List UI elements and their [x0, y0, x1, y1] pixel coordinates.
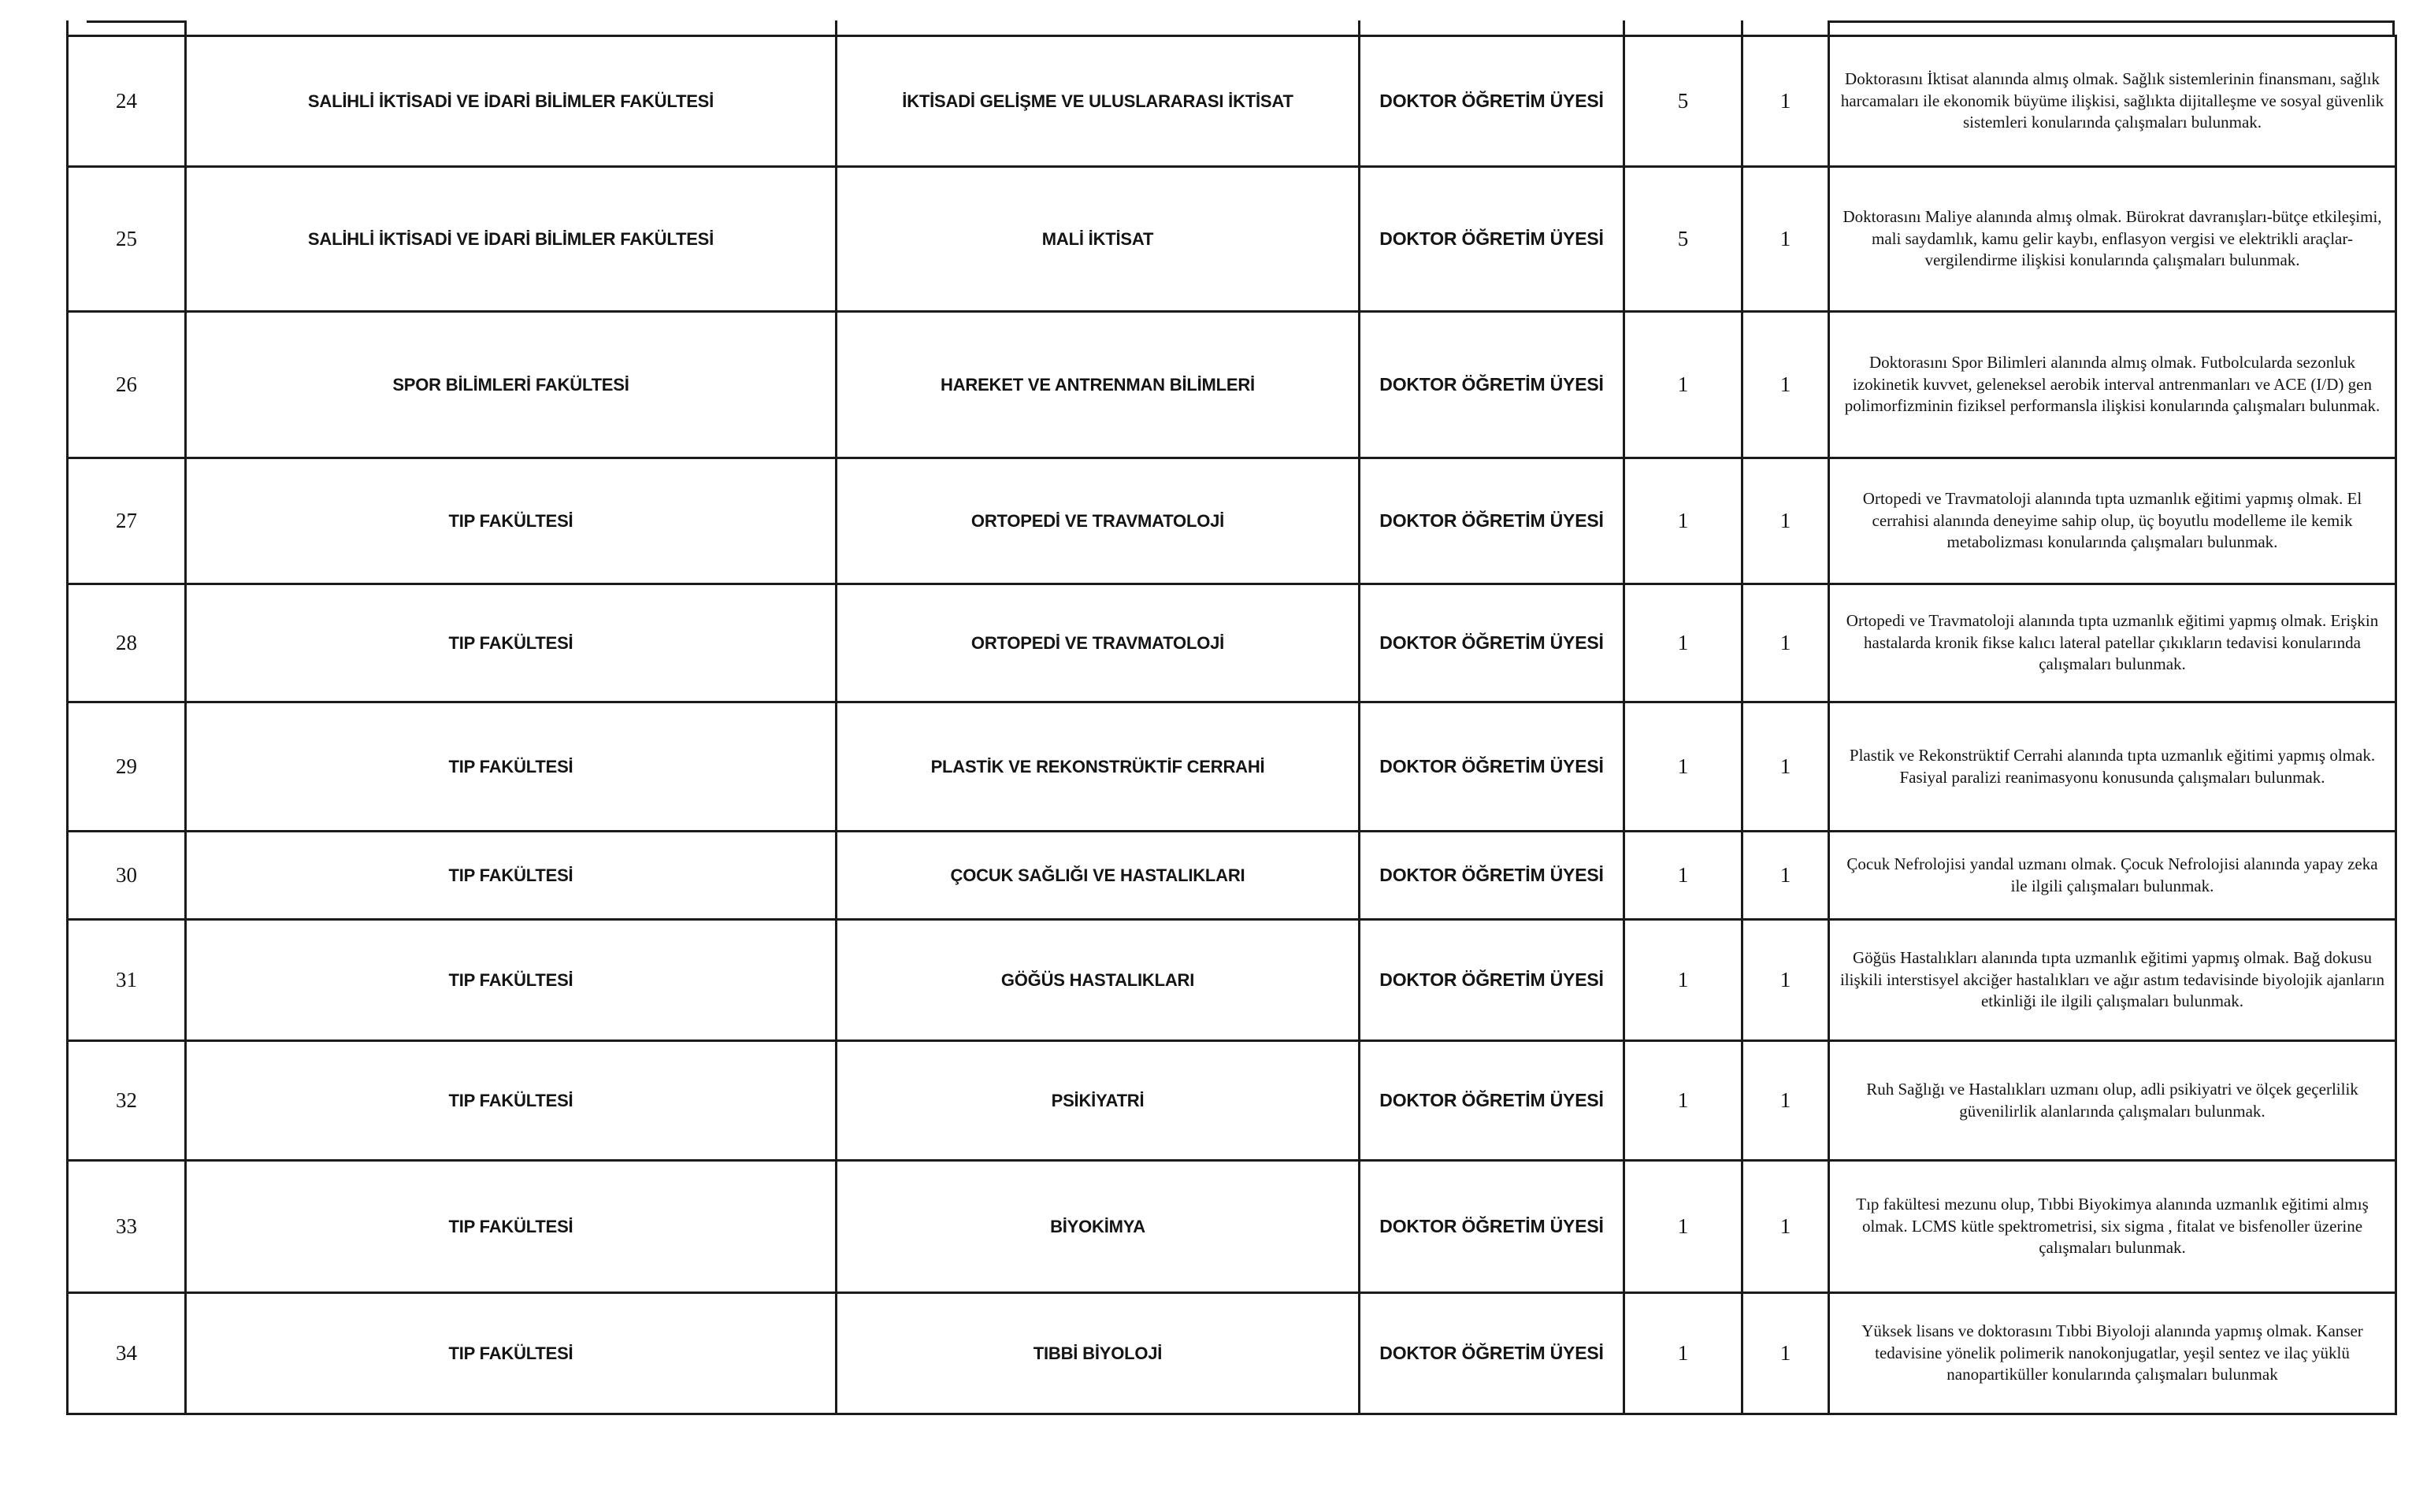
row-number-cell: 27 — [68, 458, 186, 584]
department-cell: ORTOPEDİ VE TRAVMATOLOJİ — [837, 458, 1360, 584]
position-title-cell: DOKTOR ÖĞRETİM ÜYESİ — [1360, 458, 1624, 584]
row-number-cell: 31 — [68, 920, 186, 1041]
degree-cell: 1 — [1624, 832, 1742, 920]
table-row — [68, 1041, 2396, 1161]
department-cell: İKTİSADİ GELİŞME VE ULUSLARARASI İKTİSAT — [837, 36, 1360, 167]
scan-crop-line — [66, 20, 69, 35]
scan-crop-line — [835, 20, 837, 35]
position-title-cell: DOKTOR ÖĞRETİM ÜYESİ — [1360, 1161, 1624, 1293]
faculty-cell: TIP FAKÜLTESİ — [186, 458, 837, 584]
table-row — [68, 1161, 2396, 1293]
faculty-cell: TIP FAKÜLTESİ — [186, 832, 837, 920]
row-number-cell: 29 — [68, 702, 186, 832]
department-cell: PLASTİK VE REKONSTRÜKTİF CERRAHİ — [837, 702, 1360, 832]
faculty-cell: TIP FAKÜLTESİ — [186, 702, 837, 832]
position-title-cell: DOKTOR ÖĞRETİM ÜYESİ — [1360, 36, 1624, 167]
degree-cell: 1 — [1624, 584, 1742, 702]
table-row — [68, 702, 2396, 832]
table-row — [68, 832, 2396, 920]
quota-cell: 1 — [1742, 312, 1829, 458]
faculty-cell: TIP FAKÜLTESİ — [186, 1293, 837, 1414]
faculty-cell: SPOR BİLİMLERİ FAKÜLTESİ — [186, 312, 837, 458]
job-postings-table — [66, 35, 2397, 1415]
row-number-cell: 32 — [68, 1041, 186, 1161]
table-row — [68, 584, 2396, 702]
table-row — [68, 167, 2396, 312]
faculty-cell: TIP FAKÜLTESİ — [186, 1161, 837, 1293]
description-cell: Plastik ve Rekonstrüktif Cerrahi alanında tıpta uzmanlık eğitimi yapmış olmak. Fasiyal paralizi reanimasyonu konusunda çalışmaları bulunmak. — [1829, 702, 2396, 832]
degree-cell: 1 — [1624, 702, 1742, 832]
position-title-cell: DOKTOR ÖĞRETİM ÜYESİ — [1360, 584, 1624, 702]
scan-crop-line — [1828, 20, 2395, 23]
position-title-cell: DOKTOR ÖĞRETİM ÜYESİ — [1360, 702, 1624, 832]
row-number-cell: 25 — [68, 167, 186, 312]
department-cell: PSİKİYATRİ — [837, 1041, 1360, 1161]
description-cell: Tıp fakültesi mezunu olup, Tıbbi Biyokimya alanında uzmanlık eğitimi almış olmak. LCMS kütle spektrometrisi, six sigma , fitalat ve bisfenoller üzerine çalışmaları bulunmak. — [1829, 1161, 2396, 1293]
description-cell: Yüksek lisans ve doktorasını Tıbbi Biyoloji alanında yapmış olmak. Kanser tedavisine yönelik polimerik nanokonjugatlar, yeşil sentez ve ilaç yüklü nanopartiküller konularında çalışmaları bulunmak — [1829, 1293, 2396, 1414]
position-title-cell: DOKTOR ÖĞRETİM ÜYESİ — [1360, 1041, 1624, 1161]
position-title-cell: DOKTOR ÖĞRETİM ÜYESİ — [1360, 167, 1624, 312]
faculty-cell: TIP FAKÜLTESİ — [186, 920, 837, 1041]
degree-cell: 1 — [1624, 1161, 1742, 1293]
position-title-cell: DOKTOR ÖĞRETİM ÜYESİ — [1360, 312, 1624, 458]
quota-cell: 1 — [1742, 584, 1829, 702]
description-cell: Doktorasını İktisat alanında almış olmak. Sağlık sistemlerinin finansmanı, sağlık harcamaları ile ekonomik büyüme ilişkisi, sağlıkta dijitalleşme ve sosyal güvenlik sistemleri konularında çalışmaları bulunmak. — [1829, 36, 2396, 167]
department-cell: GÖĞÜS HASTALIKLARI — [837, 920, 1360, 1041]
degree-cell: 1 — [1624, 1293, 1742, 1414]
department-cell: MALİ İKTİSAT — [837, 167, 1360, 312]
degree-cell: 5 — [1624, 167, 1742, 312]
quota-cell: 1 — [1742, 1041, 1829, 1161]
department-cell: ÇOCUK SAĞLIĞI VE HASTALIKLARI — [837, 832, 1360, 920]
cropped-row-remnant — [66, 20, 2395, 35]
description-cell: Göğüs Hastalıkları alanında tıpta uzmanlık eğitimi yapmış olmak. Bağ dokusu ilişkili interstisyel akciğer hastalıkları ve ağır astım tedavisinde biyolojik ajanların etkinliği ile ilgili çalışmaları bulunmak. — [1829, 920, 2396, 1041]
quota-cell: 1 — [1742, 1161, 1829, 1293]
scan-crop-line — [1741, 20, 1743, 35]
faculty-cell: SALİHLİ İKTİSADİ VE İDARİ BİLİMLER FAKÜLTESİ — [186, 167, 837, 312]
quota-cell: 1 — [1742, 36, 1829, 167]
quota-cell: 1 — [1742, 920, 1829, 1041]
table-row — [68, 1293, 2396, 1414]
degree-cell: 1 — [1624, 312, 1742, 458]
scan-crop-line — [1828, 20, 1830, 35]
quota-cell: 1 — [1742, 832, 1829, 920]
department-cell: ORTOPEDİ VE TRAVMATOLOJİ — [837, 584, 1360, 702]
scan-crop-line — [1358, 20, 1360, 35]
faculty-cell: TIP FAKÜLTESİ — [186, 1041, 837, 1161]
quota-cell: 1 — [1742, 702, 1829, 832]
document-page — [66, 20, 2395, 1415]
position-title-cell: DOKTOR ÖĞRETİM ÜYESİ — [1360, 920, 1624, 1041]
department-cell: BİYOKİMYA — [837, 1161, 1360, 1293]
scan-crop-line — [184, 20, 187, 35]
faculty-cell: TIP FAKÜLTESİ — [186, 584, 837, 702]
row-number-cell: 30 — [68, 832, 186, 920]
degree-cell: 1 — [1624, 920, 1742, 1041]
description-cell: Ortopedi ve Travmatoloji alanında tıpta uzmanlık eğitimi yapmış olmak. Erişkin hastalarda kronik fikse kalıcı lateral patellar çıkıkların tedavisi konularında çalışmaları bulunmak. — [1829, 584, 2396, 702]
table-body — [68, 36, 2396, 1414]
scan-crop-line — [1623, 20, 1625, 35]
department-cell: HAREKET VE ANTRENMAN BİLİMLERİ — [837, 312, 1360, 458]
description-cell: Doktorasını Maliye alanında almış olmak. Bürokrat davranışları-bütçe etkileşimi, mali saydamlık, kamu gelir kaybı, enflasyon vergisi ve elektrikli araçlar-vergilendirme ilişkisi konularında çalışmaları bulunmak. — [1829, 167, 2396, 312]
description-cell: Doktorasını Spor Bilimleri alanında almış olmak. Futbolcularda sezonluk izokinetik kuvvet, geleneksel aerobik interval antrenmanları ve ACE (I/D) gen polimorfizminin fiziksel performansla ilişkisi konularında çalışmaları bulunmak. — [1829, 312, 2396, 458]
quota-cell: 1 — [1742, 458, 1829, 584]
degree-cell: 1 — [1624, 458, 1742, 584]
position-title-cell: DOKTOR ÖĞRETİM ÜYESİ — [1360, 832, 1624, 920]
table-row — [68, 312, 2396, 458]
table-row — [68, 920, 2396, 1041]
description-cell: Çocuk Nefrolojisi yandal uzmanı olmak. Çocuk Nefrolojisi alanında yapay zeka ile ilgili çalışmaları bulunmak. — [1829, 832, 2396, 920]
faculty-cell: SALİHLİ İKTİSADİ VE İDARİ BİLİMLER FAKÜLTESİ — [186, 36, 837, 167]
row-number-cell: 24 — [68, 36, 186, 167]
row-number-cell: 26 — [68, 312, 186, 458]
row-number-cell: 34 — [68, 1293, 186, 1414]
table-row — [68, 458, 2396, 584]
description-cell: Ruh Sağlığı ve Hastalıkları uzmanı olup, adli psikiyatri ve ölçek geçerlilik güvenilirlik alanlarında çalışmaları bulunmak. — [1829, 1041, 2396, 1161]
degree-cell: 1 — [1624, 1041, 1742, 1161]
degree-cell: 5 — [1624, 36, 1742, 167]
quota-cell: 1 — [1742, 1293, 1829, 1414]
quota-cell: 1 — [1742, 167, 1829, 312]
scan-crop-line — [87, 20, 184, 23]
department-cell: TIBBİ BİYOLOJİ — [837, 1293, 1360, 1414]
description-cell: Ortopedi ve Travmatoloji alanında tıpta uzmanlık eğitimi yapmış olmak. El cerrahisi alanında deneyime sahip olup, üç boyutlu modelleme ile kemik metabolizması konularında çalışmaları bulunmak. — [1829, 458, 2396, 584]
scan-crop-line — [2392, 20, 2395, 35]
row-number-cell: 33 — [68, 1161, 186, 1293]
position-title-cell: DOKTOR ÖĞRETİM ÜYESİ — [1360, 1293, 1624, 1414]
table-row — [68, 36, 2396, 167]
row-number-cell: 28 — [68, 584, 186, 702]
